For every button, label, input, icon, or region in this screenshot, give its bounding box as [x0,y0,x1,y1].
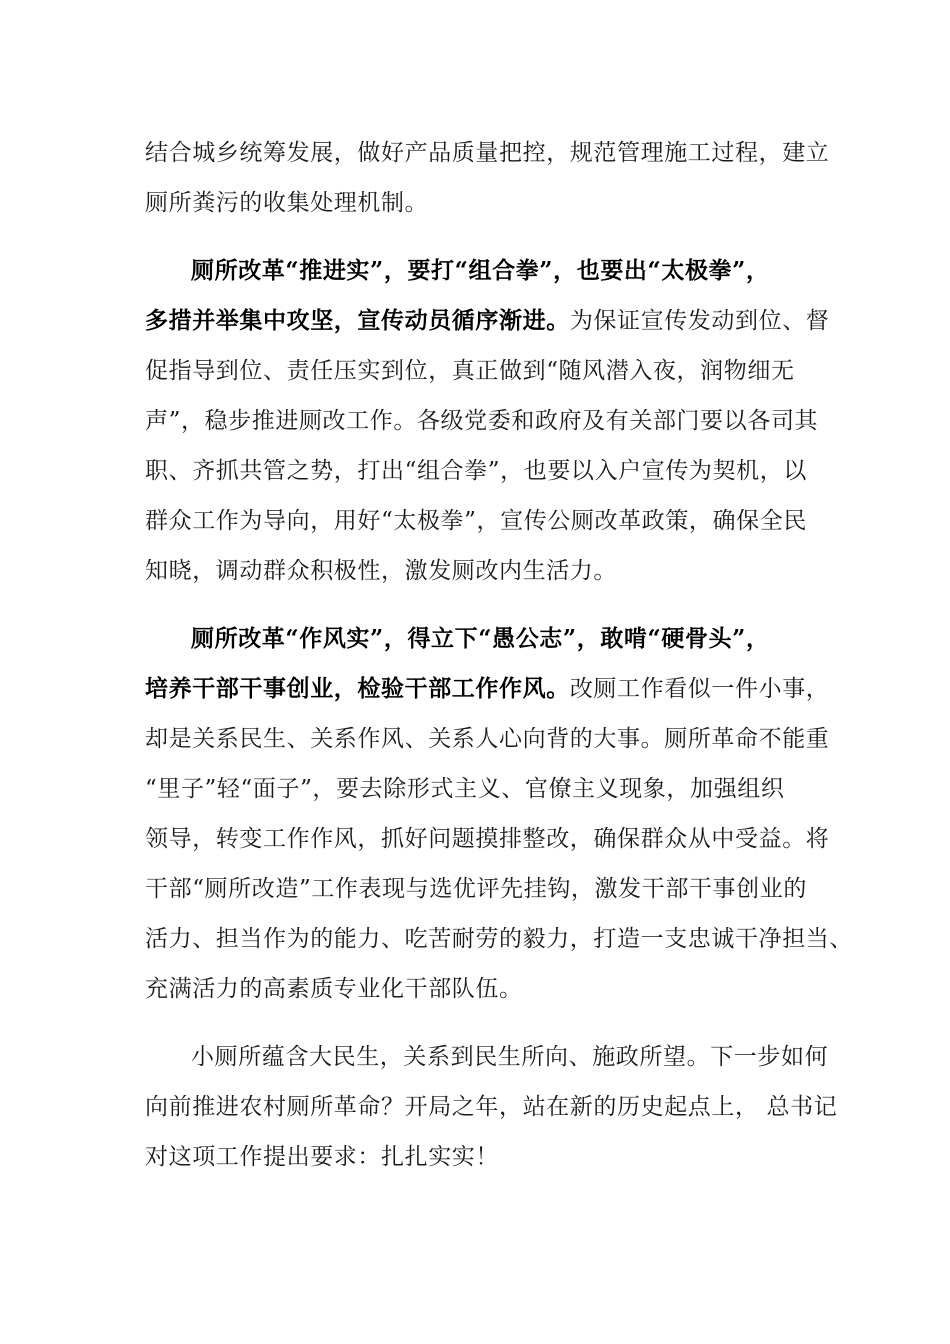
line-text: 对这项工作提出要求：扎扎实实！ [145,1144,499,1170]
line-bold-text: 多措并举集中攻坚，宣传动员循序渐进。 [145,307,570,334]
text-line [145,664,830,714]
text-line [145,914,853,964]
text-line [145,128,830,178]
line-text: 促指导到位、责任压实到位，真正做到“随风潜入夜，润物细无 [145,358,795,384]
text-line [145,446,810,496]
paragraph-2 [145,246,830,596]
line-bold-text: 培养干部干事创业，检验干部工作作风。 [145,675,570,702]
paragraph-1 [145,128,830,228]
line-text: 群众工作为导向，用好“太极拳”，宣传公厕改革政策，确保全民 [145,508,807,534]
line-text: 却是关系民生、关系作风、关系人心向背的大事。厕所革命不能重 [145,726,830,752]
line-text: 厕所粪污的收集处理机制。 [145,190,429,216]
line-bold-text: 厕所改革“推进实”，要打“组合拳”，也要出“太极拳”， [191,257,770,284]
text-line [145,964,810,1014]
line-text: 结合城乡统筹发展，做好产品质量把控，规范管理施工过程，建立 [145,140,830,166]
paragraph-gap [145,596,810,614]
text-line [145,864,810,914]
text-line [145,1082,838,1132]
text-line [145,178,810,228]
text-line [145,1032,829,1082]
paragraph-gap [145,1014,810,1032]
text-line [145,346,810,396]
text-line [145,714,830,764]
paragraph-4 [145,1032,838,1182]
text-line [145,614,810,664]
text-line [145,546,810,596]
line-text: 职、齐抓共管之势，打出“组合拳”，也要以入户宣传为契机，以 [145,458,807,484]
line-text: 向前推进农村厕所革命？开局之年，站在新的历史起点上， 总书记 [145,1094,838,1120]
text-line [145,814,830,864]
line-text: 小厕所蕴含大民生，关系到民生所向、施政所望。下一步如何 [191,1044,829,1070]
line-text: 活力、担当作为的能力、吃苦耐劳的毅力，打造一支忠诚干净担当、 [145,926,853,952]
text-line [145,1132,810,1182]
line-bold-text: 厕所改革“作风实”，得立下“愚公志”，敢啃“硬骨头”， [191,625,770,652]
text-line [145,296,830,346]
paragraph-3 [145,614,853,1014]
text-line [145,246,810,296]
text-line [145,764,810,814]
line-text: 改厕工作看似一件小事， [569,676,830,702]
line-text: 领导，转变工作作风，抓好问题摸排整改，确保群众从中受益。将 [145,826,830,852]
text-line [145,496,810,546]
line-text: 干部“厕所改造”工作表现与选优评先挂钩，激发干部干事创业的 [145,876,807,902]
line-text: 声”，稳步推进厕改工作。各级党委和政府及有关部门要以各司其 [145,408,819,434]
document-body [145,128,853,1182]
line-text: 为保证宣传发动到位、督 [569,308,830,334]
line-text: 充满活力的高素质专业化干部队伍。 [145,976,523,1002]
paragraph-gap [145,228,810,246]
text-line [145,396,819,446]
line-text: “里子”轻“面子”，要去除形式主义、官僚主义现象，加强组织 [145,776,785,802]
line-text: 知晓，调动群众积极性，激发厕改内生活力。 [145,558,617,584]
